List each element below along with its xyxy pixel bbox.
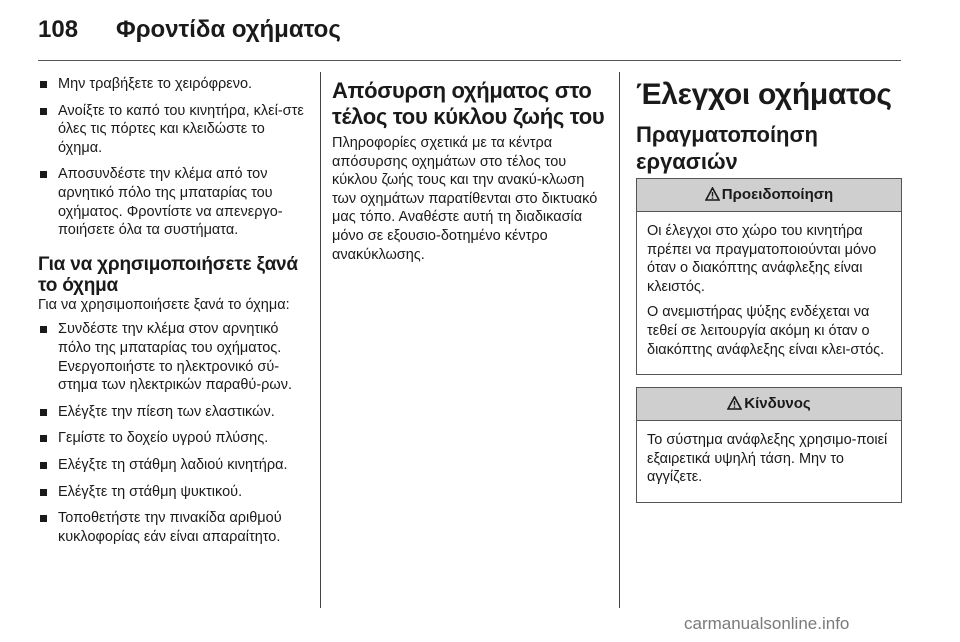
danger-box	[636, 387, 902, 503]
list-item: Γεμίστε το δοχείο υγρού πλύσης.	[38, 429, 312, 448]
bullet-square-icon	[40, 171, 47, 178]
watermark: carmanualsonline.info	[684, 614, 850, 633]
warning-box-body	[637, 212, 901, 374]
danger-box-title: Κίνδυνος	[637, 388, 901, 421]
bullet-square-icon	[40, 435, 47, 442]
bullet-square-icon	[40, 108, 47, 115]
list-item: Αποσυνδέστε την κλέμα από τον αρνητικό πόλο της μπαταρίας του οχήματος. Φροντίστε να απενεργο-ποιήσετε όλα τα συστήματα.	[38, 165, 312, 239]
end-of-life-heading: Απόσυρση οχήματος στο τέλος του κύκλου ζωής του	[332, 78, 605, 129]
column-divider-2	[619, 72, 620, 608]
end-of-life-body: Πληροφορίες σχετικά με τα κέντρα απόσυρσης οχημάτων στο τέλος του κύκλου ζωής τους και την ανακύ-κλωση των οχημάτων παρατίθενται στο δικτυακό μας τόπο. Αναθέστε αυτή τη διαδικασία μόνο σε εξουσιο-δοτημένο κέντρο ανακύκλωσης.	[332, 135, 598, 263]
bullet-square-icon	[40, 515, 47, 522]
column-3	[636, 78, 902, 503]
reuse-heading: Για να χρησιμοποιήσετε ξανά το όχημα	[38, 253, 298, 296]
list-item: Ελέγξτε τη στάθμη λαδιού κινητήρα.	[38, 456, 312, 475]
list-item: Μην τραβήξετε το χειρόφρενο.	[38, 75, 312, 94]
warning-triangle-icon	[705, 187, 720, 201]
reuse-intro: Για να χρησιμοποιήσετε ξανά το όχημα:	[38, 296, 290, 313]
warning-box-title: Προειδοποίηση	[637, 179, 901, 212]
list-item: Ελέγξτε την πίεση των ελαστικών.	[38, 403, 312, 422]
warning-box	[636, 178, 902, 375]
subsection-title: Πραγματοποίηση εργασιών	[636, 122, 818, 174]
bullet-square-icon	[40, 81, 47, 88]
bullet-square-icon	[40, 409, 47, 416]
header-divider	[38, 60, 901, 61]
storage-steps-list	[38, 75, 312, 240]
page-header	[0, 0, 960, 60]
list-item: Ανοίξτε το καπό του κινητήρα, κλεί-στε όλες τις πόρτες και κλειδώστε το όχημα.	[38, 102, 312, 158]
danger-paragraph: Το σύστημα ανάφλεξης χρησιμο-ποιεί εξαιρετικά υψηλή τάση. Μην το αγγίζετε.	[647, 432, 888, 486]
running-title: Φροντίδα οχήματος	[116, 16, 341, 43]
column-1	[38, 75, 312, 554]
column-2	[332, 78, 608, 264]
list-item: Συνδέστε την κλέμα στον αρνητικό πόλο της μπαταρίας του οχήματος. Ενεργοποιήστε το ηλεκτρονικό σύ-στημα των ηλεκτρικών παραθύ-ρων.	[38, 320, 312, 394]
warning-paragraph: Οι έλεγχοι στο χώρο του κινητήρα πρέπει να πραγματοποιούνται μόνο όταν ο διακόπτης ανάφλεξης είναι κλειστός.	[647, 223, 877, 295]
section-title: Έλεγχοι οχήματος	[636, 78, 892, 111]
bullet-square-icon	[40, 326, 47, 333]
warning-triangle-icon	[727, 396, 742, 410]
column-divider-1	[320, 72, 321, 608]
list-item: Τοποθετήστε την πινακίδα αριθμού κυκλοφορίας εάν είναι απαραίτητο.	[38, 509, 312, 546]
danger-box-body	[637, 421, 901, 502]
list-item: Ελέγξτε τη στάθμη ψυκτικού.	[38, 483, 312, 502]
bullet-square-icon	[40, 462, 47, 469]
bullet-square-icon	[40, 489, 47, 496]
reuse-steps-list	[38, 320, 312, 546]
warning-paragraph: Ο ανεμιστήρας ψύξης ενδέχεται να τεθεί σε λειτουργία ακόμη κι όταν ο διακόπτης ανάφλεξης είναι κλει-στός.	[647, 304, 885, 358]
page-number: 108	[38, 16, 79, 43]
